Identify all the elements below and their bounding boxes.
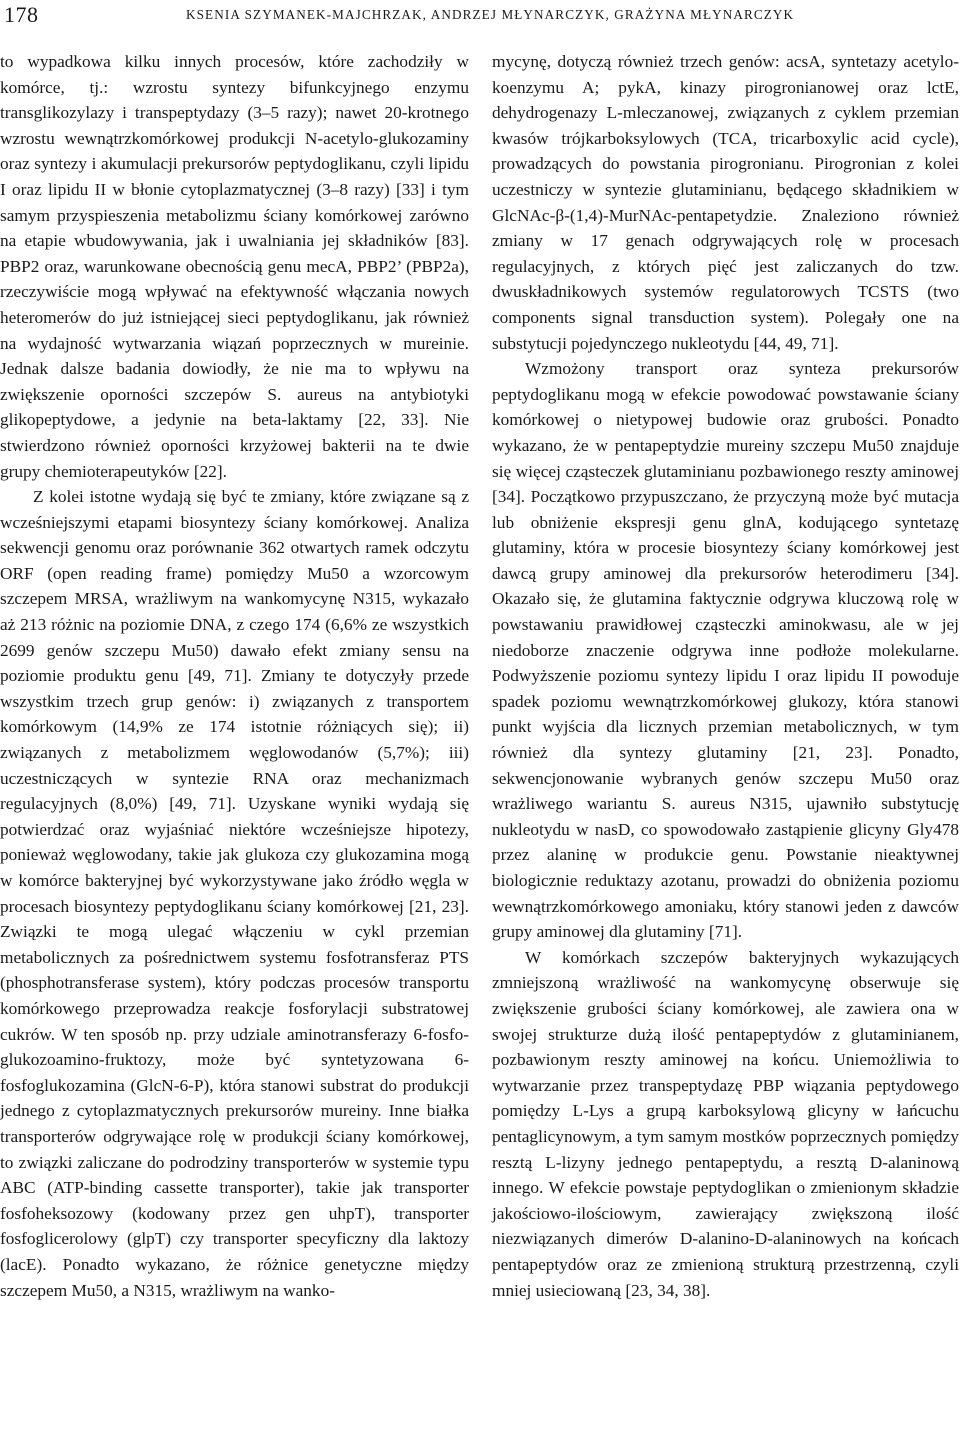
page-number: 178 <box>4 2 39 27</box>
right-paragraph-1: mycynę, dotyczą również trzech genów: acsA, syntetazy acetylo-koenzymu A; pykA, kinazy pirogronianowej oraz lctE, dehydrogenazy L-mleczanowej, związanych z cyklem przemian kwasów trójkarboksylowych (TCA, tricarboxylic acid cycle), prowadzących do powstania pirogronianu. Pirogronian z kolei uczestniczy w syntezie glutaminianu, będącego składnikiem w GlcNAc-β-(1,4)-MurNAc-pentapetydzie. Znaleziono również zmiany w 17 genach odgrywających rolę w procesach regulacyjnych, z których pięć jest zaliczanych do tzw. dwuskładnikowych systemów regulatorowych TCSTS (two components signal transduction system). Polegały one na substytucji pojedynczego nukleotydu [44, 49, 71]. <box>492 52 959 353</box>
right-paragraph-3: W komórkach szczepów bakteryjnych wykazujących zmniejszoną wrażliwość na wankomycynę obserwuje się zwiększenie grubości ściany komórkowej, ale zawiera ona w swojej strukturze dużą ilość pentapeptydów z glutaminianem, pozbawionym reszty aminowej na końcu. Uniemożliwia to wytwarzanie przez transpeptydazę PBP wiązania peptydowego pomiędzy L-Lys a grupą karboksylową glicyny w łańcuchu pentaglicynowym, a tym samym mostków poprzecznych pomiędzy resztą L-lizyny jednego pentapeptydu, a resztą D-alaninową innego. W efekcie powstaje peptydoglikan o zmienionym składzie jakościowo-ilościowym, zawierający zwiększoną ilość niezwiązanych dimerów D-alanino-D-alaninowych na końcach pentapeptydów oraz ze zmienioną strukturą przestrzenną, czyli mniej usieciowaną [23, 34, 38]. <box>492 947 959 1300</box>
left-column <box>0 49 469 1303</box>
left-paragraph-2: Z kolei istotne wydają się być te zmiany, które związane są z wcześniejszymi etapami biosyntezy ściany komórkowej. Analiza sekwencji genomu oraz porównanie 362 otwartych ramek odczytu ORF (open reading frame) pomiędzy Mu50 a wzorcowym szczepem MRSA, wrażliwym na wankomycynę N315, wykazało aż 213 różnic na poziomie DNA, z czego 174 (6,6% ze wszystkich 2699 genów szczepu Mu50) dawało efekt zmiany sensu na poziomie produktu genu [49, 71]. Zmiany te dotyczyły przede wszystkim trzech grup genów: i) związanych z transportem komórkowym (14,9% ze 174 istotnie różniących się); ii) związanych z metabolizmem węglowodanów (5,7%); iii) uczestniczących w syntezie RNA oraz mechanizmach regulacyjnych (8,0%) [49, 71]. Uzyskane wyniki wydają się potwierdzać oraz wyjaśniać niektóre wcześniejsze hipotezy, ponieważ węglowodany, takie jak glukoza czy glukozamina mogą w komórce bakteryjnej być wykorzystywane jako źródło węgla w procesach biosyntezy peptydoglikanu ściany komórkowej [21, 23]. Związki te mogą ulegać włączeniu w cykl przemian metabolicznych za pośrednictwem systemu fosfotransferaz PTS (phosphotransferase system), który podczas procesów transportu komórkowego przeprowadza reakcje fosforylacji substratowej cukrów. W ten sposób np. przy udziale aminotransferazy 6-fosfo-glukozoamino-fruktozy, może być syntetyzowana 6-fosfoglukozamina (GlcN-6-P), która stanowi substrat do produkcji jednego z cytoplazmatycznych prekursorów mureiny. Inne białka transporterów odgrywające rolę w produkcji ściany komórkowej, to związki zaliczane do podrodziny transporterów w systemie typu ABC (ATP-binding cassette transporter), takie jak transporter fosfoheksozowy (kodowany przez gen uhpT), transporter fosfoglicerolowy (glpT) czy transporter specyficzny dla laktozy (lacE). Ponadto wykazano, że różnice genetyczne między szczepem Mu50, a N315, wrażliwym na wanko- <box>0 487 469 1300</box>
right-column <box>492 49 959 1303</box>
page-header <box>0 0 960 34</box>
right-paragraph-2: Wzmożony transport oraz synteza prekursorów peptydoglikanu mogą w efekcie powodować powstawanie ściany komórkowej o nietypowej budowie oraz grubości. Ponadto wykazano, że w pentapeptydzie mureiny szczepu Mu50 znajduje się więcej cząsteczek glutaminianu pozbawionego reszty aminowej [34]. Początkowo przypuszczano, że przyczyną może być mutacja lub obniżenie ekspresji genu glnA, kodującego syntetazę glutaminy, która w procesie biosyntezy ściany komórkowej jest dawcą grupy aminowej dla prekursorów heterodimeru [34]. Okazało się, że glutamina faktycznie odgrywa kluczową rolę w powstawaniu prawidłowej cząsteczki aminokwasu, ale w jej niedoborze znaczenie odgrywa inne podłoże molekularne. Podwyższenie poziomu syntezy lipidu I oraz lipidu II powoduje spadek poziomu wewnątrzkomórkowej glukozy, która stanowi punkt wyjścia dla licznych przemian metabolicznych, w tym również dla syntezy glutaminy [21, 23]. Ponadto, sekwencjonowanie wybranych genów szczepu Mu50 oraz wrażliwego wariantu S. aureus N315, ujawniło substytucję nukleotydu w nasD, co spowodowało zastąpienie glicyny Gly478 przez alaninę w produkcie genu. Powstanie nieaktywnej biologicznie reduktazy azotanu, prowadzi do obniżenia poziomu wewnątrzkomórkowego amoniaku, który stanowi jeden z dawców grupy aminowej dla glutaminy [71]. <box>492 359 959 942</box>
running-head-authors: KSENIA SZYMANEK-MAJCHRZAK, ANDRZEJ MŁYNARCZYK, GRAŻYNA MŁYNARCZYK <box>186 7 795 22</box>
left-paragraph-1: to wypadkowa kilku innych procesów, które zachodziły w komórce, tj.: wzrostu syntezy bifunkcyjnego enzymu transglikozylazy i transpeptydazy (3–5 razy); nawet 20-krotnego wzrostu wewnątrzkomórkowej produkcji N-acetylo-glukozaminy oraz syntezy i akumulacji prekursorów peptydoglikanu, czyli lipidu I oraz lipidu II w błonie cytoplazmatycznej (3–8 razy) [33] i tym samym przyspieszenia metabolizmu ściany komórkowej zarówno na etapie wbudowywania, jak i uwalniania jej składników [83]. PBP2 oraz, warunkowane obecnością genu mecA, PBP2’ (PBP2a), rzeczywiście mogą wpływać na efektywność włączania nowych heteromerów do już istniejącej sieci peptydoglikanu, jak również na wydajność wytwarzania wiązań poprzecznych w mureinie. Jednak dalsze badania dowiodły, że nie ma to wpływu na zwiększenie oporności szczepów S. aureus na antybiotyki glikopeptydowe, a jedynie na beta-laktamy [22, 33]. Nie stwierdzono również oporności krzyżowej bakterii na te dwie grupy chemioterapeutyków [22]. <box>0 52 469 481</box>
